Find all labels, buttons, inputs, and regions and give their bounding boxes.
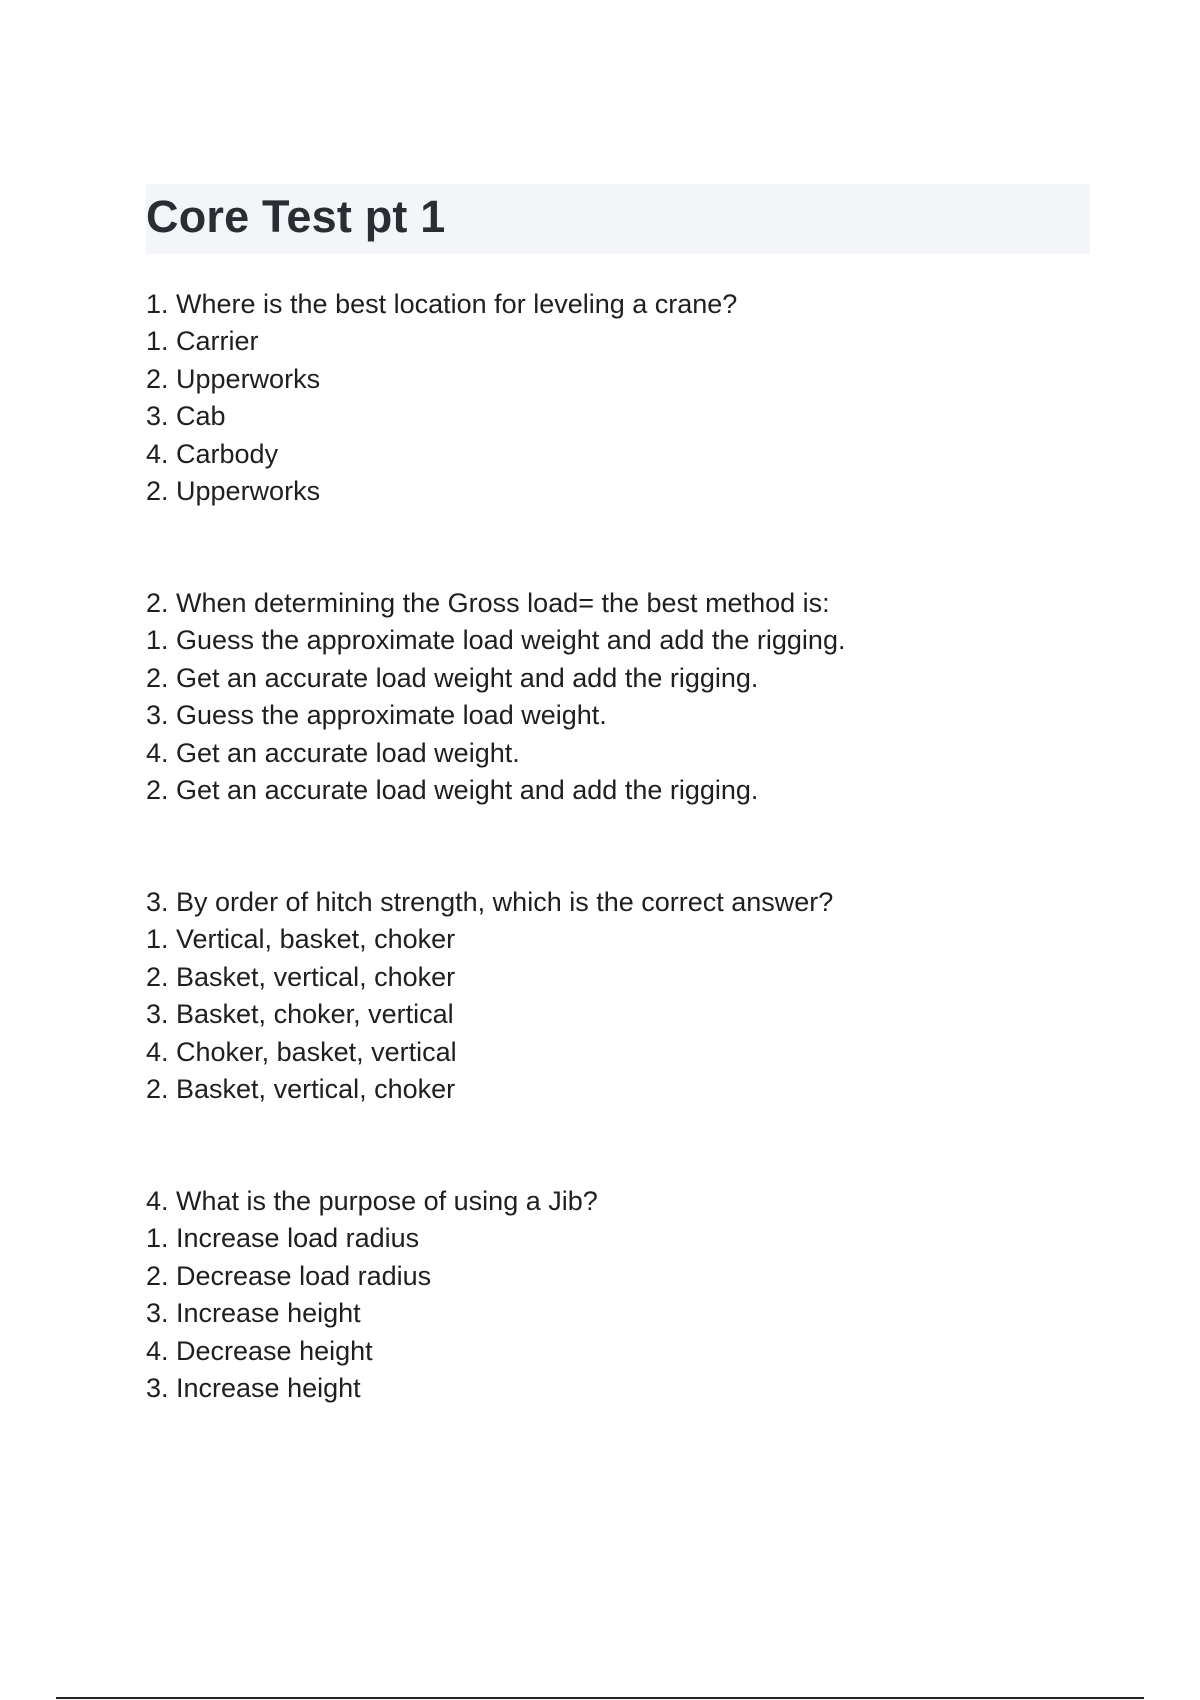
answer-option: 2. Get an accurate load weight and add the rigging. [146,662,759,693]
answer-option: 4. Get an accurate load weight. [146,737,520,768]
question-prompt: 1. Where is the best location for leveling a crane? [146,289,738,319]
answer-option: 1. Carrier [146,326,259,357]
correct-answer: 2. Get an accurate load weight and add the rigging. [146,774,759,805]
correct-answer: 2. Upperworks [146,475,321,506]
answer-option: 1. Increase load radius [146,1223,420,1254]
answer-option: 4. Carbody [146,438,279,469]
page-bottom-divider [56,1697,1144,1699]
answer-option: 2. Upperworks [146,363,321,394]
correct-answer: 2. Basket, vertical, choker [146,1073,456,1104]
question-prompt: 4. What is the purpose of using a Jib? [146,1186,598,1216]
answer-option: 2. Decrease load radius [146,1260,432,1291]
question-prompt: 3. By order of hitch strength, which is the correct answer? [146,887,834,917]
answer-option: 4. Choker, basket, vertical [146,1036,457,1067]
question-block-1 [146,286,1046,510]
answer-option: 1. Vertical, basket, choker [146,924,456,955]
question-block-2 [146,585,1046,809]
answer-option: 3. Cab [146,401,226,432]
question-block-3 [146,884,1046,1108]
answer-option: 1. Guess the approximate load weight and add the rigging. [146,625,846,656]
answer-option: 2. Basket, vertical, choker [146,961,456,992]
page-title: Core Test pt 1 [146,191,446,242]
answer-option: 3. Basket, choker, vertical [146,999,454,1030]
correct-answer: 3. Increase height [146,1372,361,1403]
title-banner [146,184,1090,254]
question-prompt: 2. When determining the Gross load= the best method is: [146,588,830,618]
question-block-4 [146,1183,1046,1407]
answer-option: 3. Guess the approximate load weight. [146,700,607,731]
answer-option: 4. Decrease height [146,1335,373,1366]
answer-option: 3. Increase height [146,1298,361,1329]
